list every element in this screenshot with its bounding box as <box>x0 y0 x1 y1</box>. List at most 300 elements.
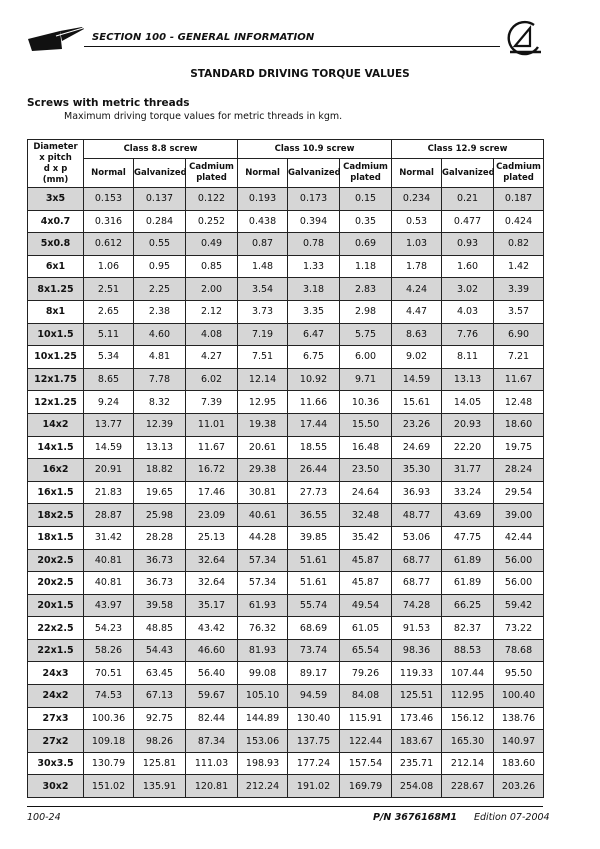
torque-cell: 51.61 <box>288 572 340 595</box>
torque-cell: 2.51 <box>84 278 134 301</box>
torque-cell: 130.79 <box>84 752 134 775</box>
torque-cell: 43.69 <box>442 504 494 527</box>
torque-cell: 2.25 <box>134 278 186 301</box>
torque-cell: 0.53 <box>392 210 442 233</box>
torque-cell: 0.137 <box>134 188 186 211</box>
finish-header: Normal <box>238 159 288 188</box>
torque-cell: 0.78 <box>288 233 340 256</box>
torque-cell: 23.26 <box>392 413 442 436</box>
torque-cell: 2.65 <box>84 300 134 323</box>
torque-cell: 157.54 <box>340 752 392 775</box>
torque-cell: 16.48 <box>340 436 392 459</box>
torque-cell: 98.26 <box>134 730 186 753</box>
torque-cell: 156.12 <box>442 707 494 730</box>
torque-cell: 54.43 <box>134 639 186 662</box>
torque-cell: 115.91 <box>340 707 392 730</box>
diameter-cell: 24x2 <box>28 685 84 708</box>
torque-cell: 0.438 <box>238 210 288 233</box>
book-pen-icon <box>26 27 84 53</box>
table-row <box>28 346 544 369</box>
torque-cell: 95.50 <box>494 662 544 685</box>
torque-cell: 13.13 <box>442 368 494 391</box>
torque-cell: 36.73 <box>134 549 186 572</box>
torque-cell: 177.24 <box>288 752 340 775</box>
torque-cell: 51.61 <box>288 549 340 572</box>
finish-header: Cadmium plated <box>186 159 238 188</box>
torque-cell: 32.48 <box>340 504 392 527</box>
diameter-cell: 30x3.5 <box>28 752 84 775</box>
table-row <box>28 188 544 211</box>
torque-cell: 70.51 <box>84 662 134 685</box>
torque-cell: 6.47 <box>288 323 340 346</box>
torque-cell: 81.93 <box>238 639 288 662</box>
diameter-cell: 12x1.25 <box>28 391 84 414</box>
torque-cell: 0.477 <box>442 210 494 233</box>
torque-cell: 84.08 <box>340 685 392 708</box>
class-header: Class 10.9 screw <box>238 140 392 159</box>
diameter-cell: 10x1.25 <box>28 346 84 369</box>
torque-cell: 107.44 <box>442 662 494 685</box>
torque-cell: 12.95 <box>238 391 288 414</box>
torque-cell: 4.08 <box>186 323 238 346</box>
diameter-cell: 10x1.5 <box>28 323 84 346</box>
torque-cell: 125.51 <box>392 685 442 708</box>
table-row <box>28 459 544 482</box>
torque-cell: 6.75 <box>288 346 340 369</box>
torque-cell: 111.03 <box>186 752 238 775</box>
torque-cell: 35.42 <box>340 526 392 549</box>
diameter-cell: 8x1 <box>28 300 84 323</box>
torque-cell: 59.67 <box>186 685 238 708</box>
torque-cell: 11.66 <box>288 391 340 414</box>
torque-cell: 17.46 <box>186 481 238 504</box>
torque-cell: 40.81 <box>84 572 134 595</box>
torque-cell: 198.93 <box>238 752 288 775</box>
torque-cell: 105.10 <box>238 685 288 708</box>
torque-cell: 53.06 <box>392 526 442 549</box>
torque-cell: 14.59 <box>84 436 134 459</box>
diameter-cell: 20x2.5 <box>28 549 84 572</box>
torque-cell: 0.612 <box>84 233 134 256</box>
table-row <box>28 323 544 346</box>
torque-cell: 6.90 <box>494 323 544 346</box>
class-header: Class 8.8 screw <box>84 140 238 159</box>
table-row <box>28 391 544 414</box>
torque-cell: 1.18 <box>340 255 392 278</box>
torque-cell: 23.50 <box>340 459 392 482</box>
section-description: Maximum driving torque values for metric threads in kgm. <box>64 111 343 122</box>
torque-cell: 4.24 <box>392 278 442 301</box>
torque-cell: 68.69 <box>288 617 340 640</box>
torque-cell: 0.15 <box>340 188 392 211</box>
table-row <box>28 594 544 617</box>
table-row <box>28 300 544 323</box>
torque-cell: 254.08 <box>392 775 442 798</box>
torque-cell: 151.02 <box>84 775 134 798</box>
torque-cell: 144.89 <box>238 707 288 730</box>
torque-cell: 1.06 <box>84 255 134 278</box>
torque-cell: 92.75 <box>134 707 186 730</box>
torque-cell: 48.77 <box>392 504 442 527</box>
diameter-cell: 6x1 <box>28 255 84 278</box>
torque-cell: 57.34 <box>238 549 288 572</box>
torque-cell: 45.87 <box>340 549 392 572</box>
table-row <box>28 255 544 278</box>
torque-cell: 235.71 <box>392 752 442 775</box>
torque-cell: 25.98 <box>134 504 186 527</box>
part-number: P/N 3676168M1 <box>373 812 458 823</box>
torque-cell: 6.00 <box>340 346 392 369</box>
torque-cell: 0.234 <box>392 188 442 211</box>
torque-cell: 5.75 <box>340 323 392 346</box>
torque-cell: 138.76 <box>494 707 544 730</box>
table-row <box>28 368 544 391</box>
diameter-cell: 20x1.5 <box>28 594 84 617</box>
torque-cell: 30.81 <box>238 481 288 504</box>
torque-cell: 74.28 <box>392 594 442 617</box>
torque-cell: 82.37 <box>442 617 494 640</box>
torque-cell: 36.73 <box>134 572 186 595</box>
torque-cell: 20.61 <box>238 436 288 459</box>
torque-cell: 11.67 <box>494 368 544 391</box>
torque-cell: 6.02 <box>186 368 238 391</box>
torque-cell: 89.17 <box>288 662 340 685</box>
torque-cell: 0.35 <box>340 210 392 233</box>
torque-cell: 173.46 <box>392 707 442 730</box>
table-row <box>28 504 544 527</box>
table-row <box>28 233 544 256</box>
torque-cell: 18.55 <box>288 436 340 459</box>
torque-cell: 19.75 <box>494 436 544 459</box>
table-row <box>28 707 544 730</box>
torque-cell: 122.44 <box>340 730 392 753</box>
torque-cell: 22.20 <box>442 436 494 459</box>
page-title: STANDARD DRIVING TORQUE VALUES <box>190 68 410 80</box>
torque-cell: 0.93 <box>442 233 494 256</box>
torque-cell: 19.65 <box>134 481 186 504</box>
torque-cell: 5.34 <box>84 346 134 369</box>
torque-cell: 0.394 <box>288 210 340 233</box>
torque-cell: 79.26 <box>340 662 392 685</box>
torque-cell: 2.00 <box>186 278 238 301</box>
torque-cell: 14.05 <box>442 391 494 414</box>
torque-cell: 63.45 <box>134 662 186 685</box>
torque-cell: 35.17 <box>186 594 238 617</box>
torque-cell: 4.81 <box>134 346 186 369</box>
table-row <box>28 549 544 572</box>
torque-cell: 29.54 <box>494 481 544 504</box>
diameter-cell: 24x3 <box>28 662 84 685</box>
torque-cell: 28.28 <box>134 526 186 549</box>
finish-header: Normal <box>392 159 442 188</box>
torque-cell: 7.21 <box>494 346 544 369</box>
torque-cell: 45.87 <box>340 572 392 595</box>
torque-cell: 0.153 <box>84 188 134 211</box>
diameter-cell: 8x1.25 <box>28 278 84 301</box>
torque-cell: 9.02 <box>392 346 442 369</box>
page-number: 100-24 <box>27 812 61 823</box>
torque-cell: 0.173 <box>288 188 340 211</box>
torque-cell: 10.92 <box>288 368 340 391</box>
torque-cell: 1.03 <box>392 233 442 256</box>
table-row <box>28 572 544 595</box>
torque-cell: 4.60 <box>134 323 186 346</box>
torque-cell: 0.122 <box>186 188 238 211</box>
torque-cell: 94.59 <box>288 685 340 708</box>
torque-cell: 0.82 <box>494 233 544 256</box>
torque-cell: 73.22 <box>494 617 544 640</box>
table-row <box>28 730 544 753</box>
torque-cell: 10.36 <box>340 391 392 414</box>
torque-cell: 73.74 <box>288 639 340 662</box>
torque-cell: 32.64 <box>186 572 238 595</box>
torque-cell: 19.38 <box>238 413 288 436</box>
torque-cell: 228.67 <box>442 775 494 798</box>
torque-cell: 74.53 <box>84 685 134 708</box>
torque-cell: 54.23 <box>84 617 134 640</box>
diameter-cell: 18x1.5 <box>28 526 84 549</box>
table-row <box>28 639 544 662</box>
diameter-cell: 3x5 <box>28 188 84 211</box>
torque-cell: 67.13 <box>134 685 186 708</box>
torque-cell: 0.85 <box>186 255 238 278</box>
finish-header: Galvanized <box>288 159 340 188</box>
torque-cell: 36.55 <box>288 504 340 527</box>
torque-cell: 39.00 <box>494 504 544 527</box>
torque-cell: 66.25 <box>442 594 494 617</box>
torque-cell: 109.18 <box>84 730 134 753</box>
torque-cell: 12.39 <box>134 413 186 436</box>
torque-cell: 28.24 <box>494 459 544 482</box>
torque-cell: 42.44 <box>494 526 544 549</box>
torque-cell: 44.28 <box>238 526 288 549</box>
torque-cell: 17.44 <box>288 413 340 436</box>
torque-cell: 3.54 <box>238 278 288 301</box>
torque-cell: 203.26 <box>494 775 544 798</box>
torque-cell: 4.47 <box>392 300 442 323</box>
torque-cell: 16.72 <box>186 459 238 482</box>
torque-cell: 13.77 <box>84 413 134 436</box>
table-row <box>28 752 544 775</box>
footer-rule <box>27 806 543 807</box>
torque-cell: 8.65 <box>84 368 134 391</box>
torque-cell: 2.38 <box>134 300 186 323</box>
torque-cell: 18.60 <box>494 413 544 436</box>
torque-cell: 2.98 <box>340 300 392 323</box>
torque-cell: 7.51 <box>238 346 288 369</box>
torque-cell: 1.42 <box>494 255 544 278</box>
table-row <box>28 436 544 459</box>
torque-cell: 20.91 <box>84 459 134 482</box>
torque-cell: 0.284 <box>134 210 186 233</box>
torque-cell: 27.73 <box>288 481 340 504</box>
torque-cell: 165.30 <box>442 730 494 753</box>
finish-header: Cadmium plated <box>494 159 544 188</box>
torque-cell: 7.78 <box>134 368 186 391</box>
torque-cell: 212.14 <box>442 752 494 775</box>
torque-cell: 76.32 <box>238 617 288 640</box>
torque-cell: 12.48 <box>494 391 544 414</box>
torque-cell: 18.82 <box>134 459 186 482</box>
torque-cell: 140.97 <box>494 730 544 753</box>
torque-cell: 57.34 <box>238 572 288 595</box>
section-title: SECTION 100 - GENERAL INFORMATION <box>92 32 315 43</box>
torque-cell: 48.85 <box>134 617 186 640</box>
table-row <box>28 481 544 504</box>
torque-cell: 13.13 <box>134 436 186 459</box>
torque-cell: 1.33 <box>288 255 340 278</box>
torque-cell: 21.83 <box>84 481 134 504</box>
torque-cell: 125.81 <box>134 752 186 775</box>
torque-cell: 8.63 <box>392 323 442 346</box>
torque-cell: 31.42 <box>84 526 134 549</box>
torque-cell: 12.14 <box>238 368 288 391</box>
torque-cell: 5.11 <box>84 323 134 346</box>
torque-cell: 0.187 <box>494 188 544 211</box>
finish-header: Galvanized <box>442 159 494 188</box>
table-row <box>28 526 544 549</box>
torque-cell: 56.00 <box>494 549 544 572</box>
torque-cell: 0.69 <box>340 233 392 256</box>
torque-cell: 98.36 <box>392 639 442 662</box>
diameter-cell: 22x2.5 <box>28 617 84 640</box>
torque-cell: 88.53 <box>442 639 494 662</box>
torque-cell: 4.27 <box>186 346 238 369</box>
torque-cell: 78.68 <box>494 639 544 662</box>
table-row <box>28 775 544 798</box>
torque-cell: 29.38 <box>238 459 288 482</box>
torque-cell: 26.44 <box>288 459 340 482</box>
torque-cell: 47.75 <box>442 526 494 549</box>
torque-cell: 99.08 <box>238 662 288 685</box>
torque-cell: 7.76 <box>442 323 494 346</box>
torque-cell: 23.09 <box>186 504 238 527</box>
torque-cell: 59.42 <box>494 594 544 617</box>
torque-table <box>27 139 544 798</box>
torque-cell: 33.24 <box>442 481 494 504</box>
torque-cell: 120.81 <box>186 775 238 798</box>
torque-cell: 2.83 <box>340 278 392 301</box>
torque-cell: 68.77 <box>392 572 442 595</box>
torque-cell: 3.02 <box>442 278 494 301</box>
finish-header: Galvanized <box>134 159 186 188</box>
torque-cell: 35.30 <box>392 459 442 482</box>
torque-cell: 153.06 <box>238 730 288 753</box>
torque-cell: 191.02 <box>288 775 340 798</box>
diameter-cell: 5x0.8 <box>28 233 84 256</box>
diameter-cell: 16x1.5 <box>28 481 84 504</box>
torque-cell: 91.53 <box>392 617 442 640</box>
torque-cell: 82.44 <box>186 707 238 730</box>
edition: Edition 07-2004 <box>474 812 550 823</box>
torque-cell: 24.64 <box>340 481 392 504</box>
torque-cell: 56.40 <box>186 662 238 685</box>
torque-cell: 1.48 <box>238 255 288 278</box>
torque-cell: 36.93 <box>392 481 442 504</box>
torque-cell: 130.40 <box>288 707 340 730</box>
torque-cell: 20.93 <box>442 413 494 436</box>
torque-cell: 119.33 <box>392 662 442 685</box>
table-row <box>28 278 544 301</box>
torque-cell: 112.95 <box>442 685 494 708</box>
torque-cell: 3.39 <box>494 278 544 301</box>
torque-cell: 169.79 <box>340 775 392 798</box>
torque-cell: 1.78 <box>392 255 442 278</box>
torque-cell: 40.81 <box>84 549 134 572</box>
finish-header: Cadmium plated <box>340 159 392 188</box>
diameter-cell: 22x1.5 <box>28 639 84 662</box>
torque-cell: 135.91 <box>134 775 186 798</box>
torque-cell: 0.424 <box>494 210 544 233</box>
table-row <box>28 413 544 436</box>
class-header: Class 12.9 screw <box>392 140 544 159</box>
torque-cell: 14.59 <box>392 368 442 391</box>
torque-cell: 0.193 <box>238 188 288 211</box>
torque-cell: 0.55 <box>134 233 186 256</box>
finish-header: Normal <box>84 159 134 188</box>
torque-cell: 43.97 <box>84 594 134 617</box>
diameter-cell: 12x1.75 <box>28 368 84 391</box>
diameter-cell: 18x2.5 <box>28 504 84 527</box>
diameter-header: Diameter x pitch d x p (mm) <box>28 140 84 188</box>
section-subtitle: Screws with metric threads <box>27 97 190 109</box>
torque-cell: 15.61 <box>392 391 442 414</box>
torque-cell: 0.95 <box>134 255 186 278</box>
torque-cell: 15.50 <box>340 413 392 436</box>
diameter-cell: 4x0.7 <box>28 210 84 233</box>
diameter-cell: 30x2 <box>28 775 84 798</box>
torque-cell: 55.74 <box>288 594 340 617</box>
torque-cell: 46.60 <box>186 639 238 662</box>
torque-cell: 3.57 <box>494 300 544 323</box>
torque-cell: 43.42 <box>186 617 238 640</box>
torque-cell: 56.00 <box>494 572 544 595</box>
torque-cell: 9.24 <box>84 391 134 414</box>
torque-cell: 1.60 <box>442 255 494 278</box>
torque-cell: 11.01 <box>186 413 238 436</box>
torque-cell: 0.316 <box>84 210 134 233</box>
table-row <box>28 210 544 233</box>
torque-cell: 25.13 <box>186 526 238 549</box>
torque-cell: 212.24 <box>238 775 288 798</box>
torque-cell: 8.32 <box>134 391 186 414</box>
torque-cell: 3.18 <box>288 278 340 301</box>
table-row <box>28 685 544 708</box>
torque-cell: 183.60 <box>494 752 544 775</box>
torque-cell: 0.49 <box>186 233 238 256</box>
torque-cell: 183.67 <box>392 730 442 753</box>
diameter-cell: 20x2.5 <box>28 572 84 595</box>
torque-cell: 61.05 <box>340 617 392 640</box>
torque-cell: 61.89 <box>442 549 494 572</box>
torque-cell: 39.85 <box>288 526 340 549</box>
header-rule <box>84 46 500 47</box>
torque-cell: 40.61 <box>238 504 288 527</box>
torque-cell: 4.03 <box>442 300 494 323</box>
torque-cell: 24.69 <box>392 436 442 459</box>
diameter-cell: 14x1.5 <box>28 436 84 459</box>
torque-cell: 0.87 <box>238 233 288 256</box>
diameter-cell: 27x3 <box>28 707 84 730</box>
torque-cell: 11.67 <box>186 436 238 459</box>
torque-cell: 61.89 <box>442 572 494 595</box>
torque-cell: 31.77 <box>442 459 494 482</box>
torque-cell: 61.93 <box>238 594 288 617</box>
diameter-cell: 14x2 <box>28 413 84 436</box>
table-row <box>28 662 544 685</box>
torque-cell: 87.34 <box>186 730 238 753</box>
torque-cell: 9.71 <box>340 368 392 391</box>
